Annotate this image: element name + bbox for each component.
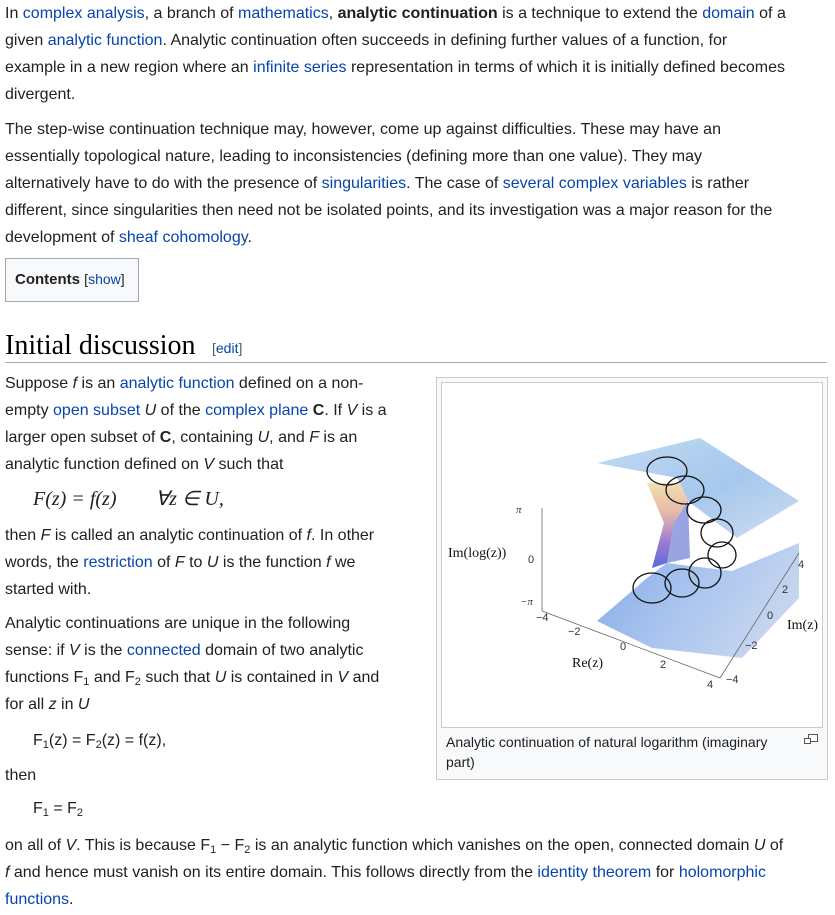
link-mathematics[interactable]: mathematics	[238, 5, 329, 22]
svg-text:0: 0	[620, 641, 627, 653]
then-text: then	[5, 767, 37, 784]
svg-text:0: 0	[767, 610, 774, 622]
svg-text:4: 4	[707, 679, 714, 691]
intro-paragraph-1: In complex analysis, a branch of mathematics, analytic continuation is a technique to extend the domain of a given analytic function. Analytic continuation often succeeds in defining further values of a function, for example in a new region where an infinite series representation in terms of which it is initially defined becomes divergent.	[5, 5, 786, 103]
toc-show-toggle[interactable]: show	[88, 271, 121, 287]
x-axis-label: Re(z)	[572, 656, 604, 671]
link-open-subset[interactable]: open subset	[53, 402, 141, 419]
svg-text:2: 2	[660, 659, 667, 671]
section-title: Initial discussion	[5, 330, 196, 361]
link-several-complex-variables[interactable]: several complex variables	[502, 175, 687, 192]
link-infinite-series[interactable]: infinite series	[253, 59, 347, 76]
table-of-contents: Contents [show]	[5, 258, 139, 302]
figure-thumbnail	[436, 377, 828, 780]
link-analytic-function-2[interactable]: analytic function	[119, 375, 235, 392]
svg-text:−4: −4	[726, 674, 739, 686]
riemann-surface-plot	[442, 383, 822, 727]
svg-text:π: π	[516, 504, 522, 516]
body-paragraph-1: Suppose f is an analytic function defined on a non- empty open subset U of the complex plane C. If V is a larger open subset of C, containing U, and F is an analytic function defined on V such that	[5, 375, 387, 473]
edit-link[interactable]: edit	[215, 340, 239, 356]
link-functions[interactable]: functions	[5, 891, 70, 908]
svg-text:2: 2	[782, 584, 789, 596]
link-singularities[interactable]: singularities	[321, 175, 407, 192]
link-sheaf-cohomology[interactable]: sheaf cohomology	[118, 229, 248, 246]
svg-text:−4: −4	[536, 612, 549, 624]
link-complex-analysis[interactable]: complex analysis	[22, 5, 145, 22]
figure-image[interactable]	[441, 382, 823, 728]
body-paragraph-4: on all of V. This is because $F_1 - F_2$ is an analytic function which vanishes on the open, connected domain U of f and hence must vanish on its entire domain. This follows directly from the identity theorem for holomorphic functions.	[5, 837, 784, 908]
svg-text:−2: −2	[745, 640, 758, 652]
term-analytic-continuation: analytic continuation	[337, 5, 498, 22]
link-holomorphic[interactable]: holomorphic	[678, 864, 766, 881]
magnify-clip-icon[interactable]	[804, 734, 818, 746]
link-identity-theorem[interactable]: identity theorem	[537, 864, 652, 881]
section-heading	[5, 328, 827, 363]
formula-equality: $F_1(z) = F_2(z) = f(z)$,	[33, 732, 167, 751]
link-restriction[interactable]: restriction	[83, 554, 153, 571]
link-complex-plane[interactable]: complex plane	[205, 402, 309, 419]
math-formula-definition: F(z) = f(z) ∀z ∈ U,	[33, 488, 224, 510]
svg-text:−π: −π	[520, 596, 533, 608]
surface	[597, 438, 799, 658]
body-paragraph-2: then F is called an analytic continuation of f. In other words, the restriction of F to U is the function f we started with.	[5, 527, 375, 598]
link-connected[interactable]: connected	[126, 642, 201, 659]
section-edit: [edit]	[212, 340, 243, 356]
body-paragraph-3: Analytic continuations are unique in the following sense: if V is the connected domain of two analytic functions $F_1$ and $F_2$ such that U is contained in V and for all z in U	[5, 615, 380, 713]
z-axis-label: Im(log(z))	[448, 546, 507, 561]
formula-f1-equals-f2: $F_1 = F_2$	[33, 800, 84, 819]
svg-text:4: 4	[798, 559, 805, 571]
svg-text:−2: −2	[568, 626, 581, 638]
toc-title: Contents	[15, 271, 80, 288]
link-analytic-function[interactable]: analytic function	[47, 32, 163, 49]
intro-paragraph-2: The step-wise continuation technique may, however, come up against difficulties. These may have an essentially topological nature, leading to inconsistencies (defining more than one value). They may alternatively have to do with the presence of singularities. The case of several complex variables is rather different, since singularities then need not be isolated points, and its investigation was a major reason for the development of sheaf cohomology.	[5, 121, 773, 246]
y-axis-label: Im(z)	[787, 618, 819, 633]
figure-caption: Analytic continuation of natural logarithm (imaginary part)	[446, 734, 768, 770]
link-domain[interactable]: domain	[702, 5, 755, 22]
svg-text:0: 0	[528, 554, 535, 566]
